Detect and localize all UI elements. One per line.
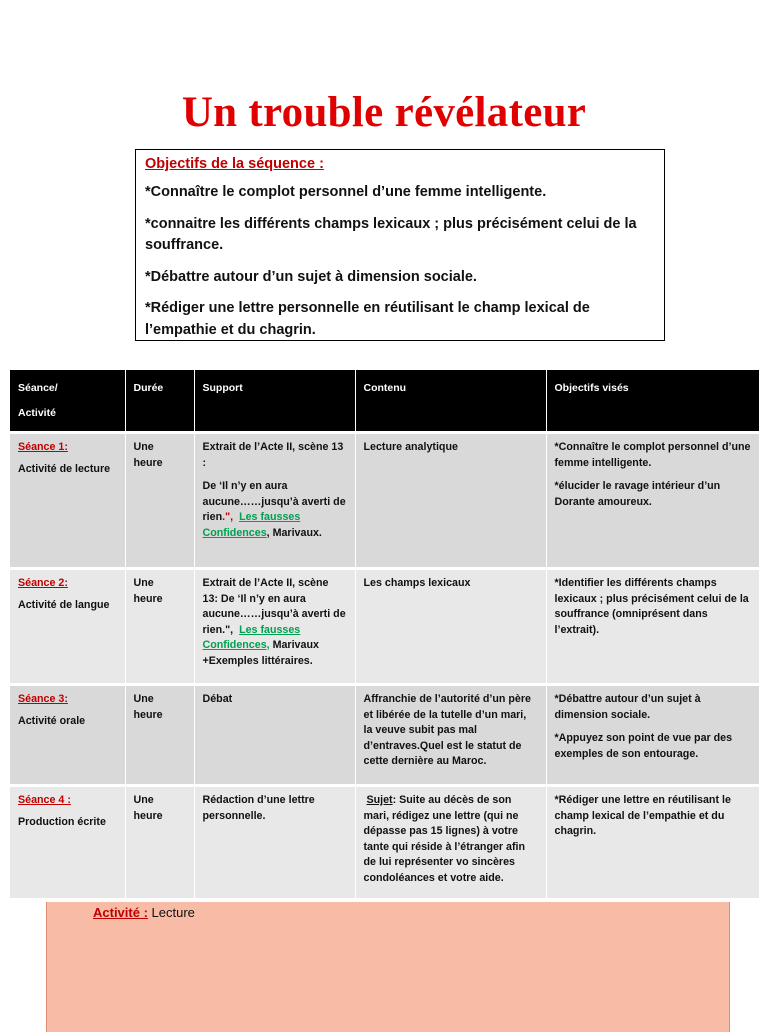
seance-label: Séance 3: xyxy=(18,693,68,705)
activite-label: Activité de lecture xyxy=(18,462,111,475)
seance-cell xyxy=(10,569,125,685)
objective-text: *Débattre autour d’un sujet à dimension sociale. xyxy=(554,693,701,721)
activite-label: Activité de langue xyxy=(18,598,110,611)
objectives-heading: Objectifs de la séquence : xyxy=(145,156,324,172)
seance-cell xyxy=(10,786,125,898)
table-row xyxy=(10,433,759,569)
table-row xyxy=(10,685,759,786)
activity-line xyxy=(93,905,195,920)
table-header-row xyxy=(10,370,759,433)
sujet-text: : Suite au décès de son mari, rédigez une lettre (qui ne dépasse pas 15 lignes) à votre tante qui réside à l’étranger afin de lui représenter vo sincères condoléances et votre aide. xyxy=(363,794,526,884)
support-extract xyxy=(203,479,347,541)
objective-item: *Rédiger une lettre personnelle en réutilisant le champ lexical de l’empathie et du chagrin. xyxy=(145,300,590,338)
support-cell xyxy=(194,433,355,569)
header-seance-line1: Séance/ xyxy=(18,382,58,394)
header-seance-line2: Activité xyxy=(18,407,56,419)
objectifs-cell xyxy=(546,685,759,786)
activity-label: Activité : xyxy=(93,905,148,920)
document-title: Un trouble révélateur xyxy=(181,89,587,136)
seance-label: Séance 4 : xyxy=(18,794,71,806)
support-cell: Débat xyxy=(194,685,355,786)
work-title: Les fausses Confidences xyxy=(202,511,301,539)
contenu-cell xyxy=(355,786,546,898)
seance-label: Séance 1: xyxy=(18,441,68,453)
contenu-cell: Affranchie de l’autorité d’un père et libérée de la tutelle d’un mari, la veuve subit pas mal d’entraves.Quel est le statut de cette dernière au Maroc. xyxy=(355,685,546,786)
objective-text: *élucider le ravage intérieur d’un Dorante amoureux. xyxy=(554,480,721,508)
objective-item: *connaitre les différents champs lexicaux ; plus précisément celui de la souffrance. xyxy=(145,215,637,253)
duree-cell: Une heure xyxy=(125,786,194,898)
support-author: Marivaux +Exemples littéraires. xyxy=(202,639,319,667)
header-contenu: Contenu xyxy=(355,370,546,433)
seance-label: Séance 2: xyxy=(18,577,68,589)
duree-cell: Une heure xyxy=(125,685,194,786)
table-row xyxy=(10,569,759,685)
sujet-label: Sujet xyxy=(366,794,393,806)
duree-cell: Une heure xyxy=(125,569,194,685)
objectifs-cell: *Identifier les différents champs lexicaux ; plus précisément celui de la souffrance (omniprésent dans l’extrait). xyxy=(546,569,759,685)
support-cell: Rédaction d’une lettre personnelle. xyxy=(194,786,355,898)
objectifs-cell: *Rédiger une lettre en réutilisant le champ lexical de l’empathie et du chagrin. xyxy=(546,786,759,898)
support-quote-mark: .", xyxy=(222,511,234,523)
support-extract-text: De ‘Il n’y en aura aucune……jusqu’à averti de rien xyxy=(202,480,346,523)
support-author: , Marivaux. xyxy=(266,526,322,539)
activity-box xyxy=(46,902,730,1032)
header-objectifs: Objectifs visés xyxy=(546,370,759,433)
objectifs-cell xyxy=(546,433,759,569)
objective-item: *Connaître le complot personnel d’une femme intelligente. xyxy=(145,184,547,200)
activity-value: Lecture xyxy=(147,905,195,920)
activite-label: Activité orale xyxy=(18,714,86,727)
seance-cell xyxy=(10,433,125,569)
duree-cell: Une heure xyxy=(125,433,194,569)
header-duree: Durée xyxy=(125,370,194,433)
header-seance xyxy=(10,370,125,433)
activite-label: Production écrite xyxy=(18,815,106,828)
objective-text: *Connaître le complot personnel d’une femme intelligente. xyxy=(554,441,751,469)
header-support: Support xyxy=(194,370,355,433)
table-row xyxy=(10,786,759,898)
contenu-cell: Les champs lexicaux xyxy=(355,569,546,685)
sequence-table xyxy=(10,370,759,898)
objectives-box xyxy=(135,149,665,341)
seance-cell xyxy=(10,685,125,786)
support-extract-text: Extrait de l’Acte II, scène 13: De ‘Il n’y en aura aucune……jusqu’à averti de rien.", xyxy=(202,577,346,636)
work-title: Les fausses Confidences, xyxy=(202,623,301,651)
support-text: Extrait de l’Acte II, scène 13 : xyxy=(202,441,344,469)
objective-text: *Appuyez son point de vue par des exemples de son entourage. xyxy=(554,732,733,760)
support-cell xyxy=(194,569,355,685)
objective-item: *Débattre autour d’un sujet à dimension sociale. xyxy=(145,268,477,285)
contenu-cell: Lecture analytique xyxy=(355,433,546,569)
